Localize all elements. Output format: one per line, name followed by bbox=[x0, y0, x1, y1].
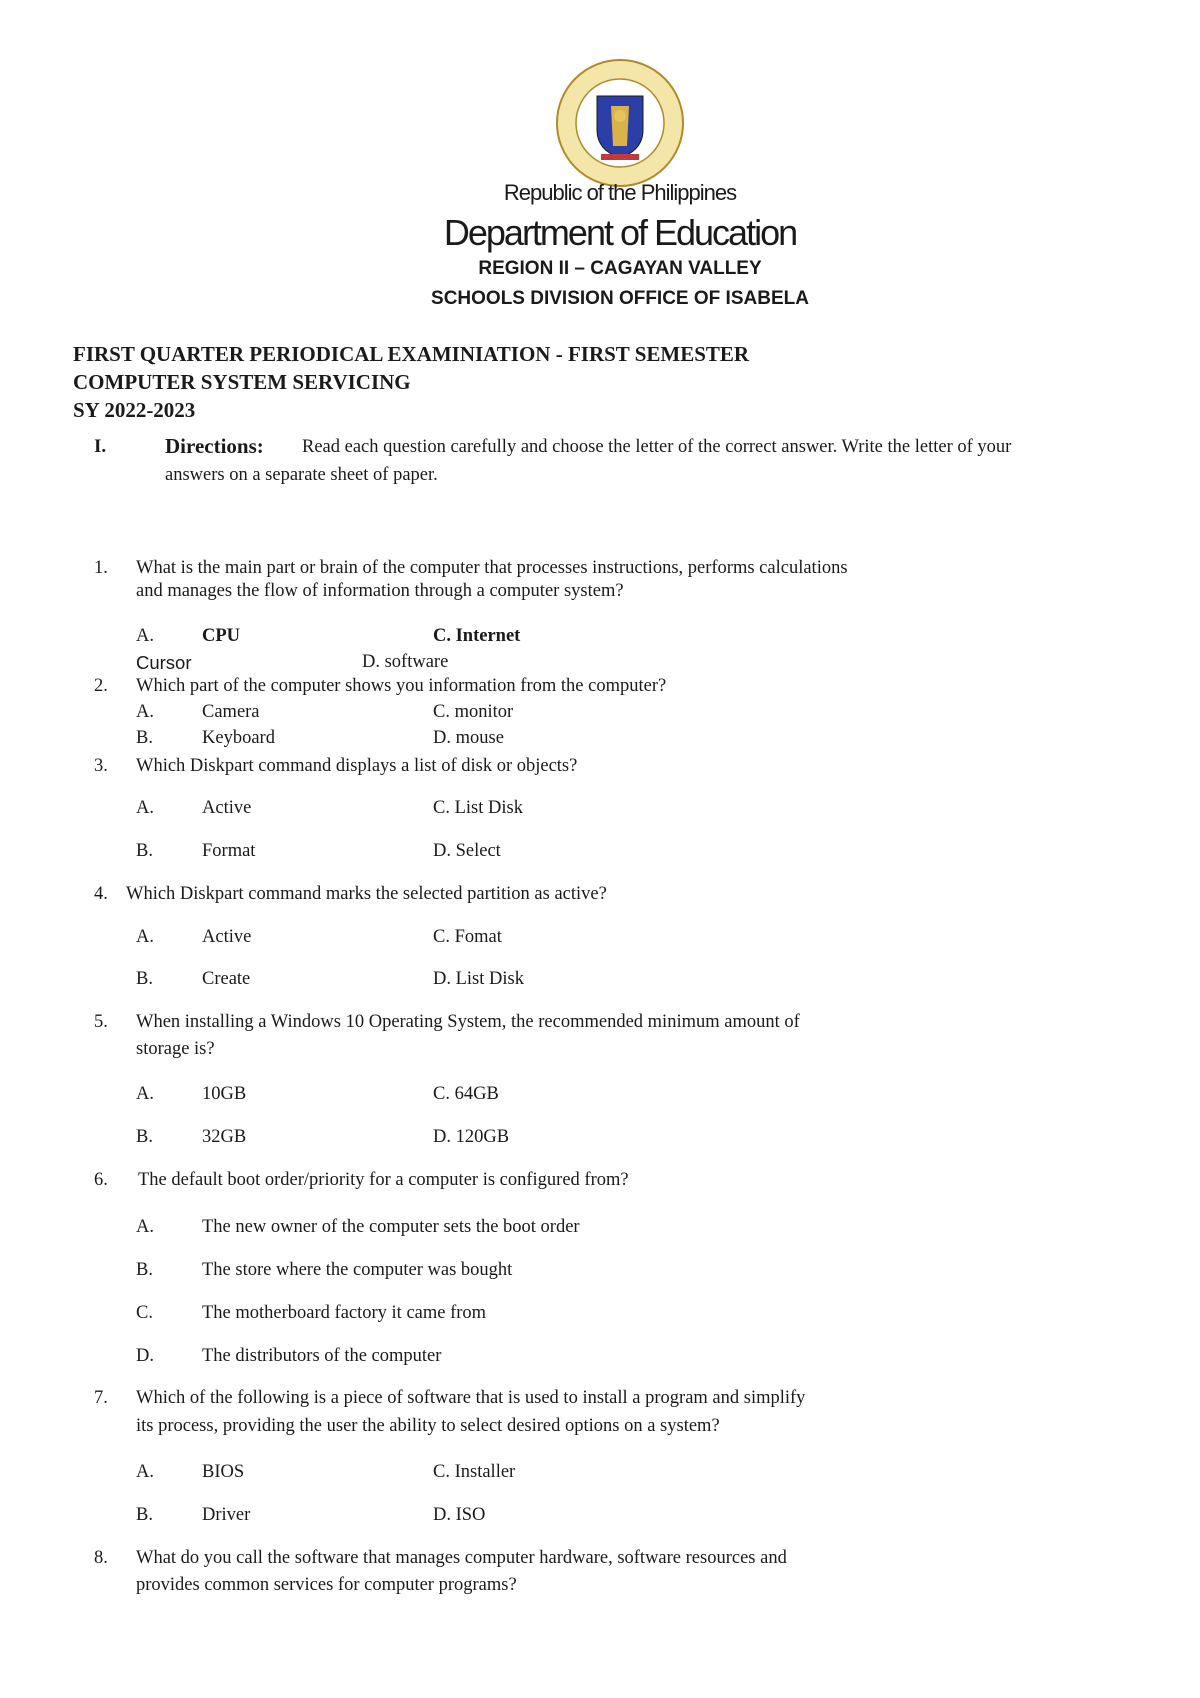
option-d: D. ISO bbox=[433, 1505, 486, 1525]
directions-numeral: I. bbox=[94, 436, 107, 457]
option-b: Cursor bbox=[136, 652, 192, 673]
question-number: 1. bbox=[94, 558, 108, 578]
republic-text: Republic of the Philippines bbox=[503, 180, 737, 205]
question-text: Which Diskpart command marks the selected partition as active? bbox=[126, 884, 607, 904]
exam-subject: COMPUTER SYSTEM SERVICING bbox=[73, 370, 411, 394]
option-d: D. 120GB bbox=[433, 1127, 510, 1147]
option-d: D. mouse bbox=[433, 728, 504, 748]
option-c: C. Internet bbox=[433, 626, 521, 646]
option-letter: D. bbox=[136, 1346, 154, 1366]
option-letter: A. bbox=[136, 626, 154, 646]
option-letter: B. bbox=[136, 841, 153, 861]
question-text: What is the main part or brain of the computer that processes instructions, performs calculations bbox=[136, 558, 848, 578]
option-letter: A. bbox=[136, 798, 154, 818]
region-text: REGION II – CAGAYAN VALLEY bbox=[478, 258, 762, 279]
question-text: When installing a Windows 10 Operating System, the recommended minimum amount of bbox=[136, 1012, 800, 1032]
option-letter: B. bbox=[136, 1127, 153, 1147]
question-number: 6. bbox=[94, 1170, 108, 1190]
option-c: C. Installer bbox=[433, 1462, 516, 1482]
option-d: D. software bbox=[362, 652, 449, 672]
directions-line-1: Read each question carefully and choose the letter of the correct answer. Write the letter of your bbox=[302, 437, 1012, 457]
school-year: SY 2022-2023 bbox=[73, 398, 196, 422]
option-a: BIOS bbox=[202, 1462, 245, 1482]
option-letter: C. bbox=[136, 1303, 153, 1323]
question-number: 3. bbox=[94, 756, 108, 776]
option-c: C. 64GB bbox=[433, 1084, 499, 1104]
question-number: 7. bbox=[94, 1388, 108, 1408]
option-letter: A. bbox=[136, 702, 154, 722]
option-letter: A. bbox=[136, 1462, 154, 1482]
option-c: C. List Disk bbox=[433, 798, 523, 818]
option-b: 32GB bbox=[202, 1127, 247, 1147]
option-a: CPU bbox=[202, 626, 241, 646]
option-a: Active bbox=[202, 798, 252, 818]
directions-label: Directions: bbox=[165, 434, 264, 458]
option-c: The motherboard factory it came from bbox=[202, 1303, 487, 1323]
option-letter: B. bbox=[136, 1260, 153, 1280]
option-b: Format bbox=[202, 841, 256, 861]
option-c: C. Fomat bbox=[433, 927, 502, 947]
department-title: Department of Education bbox=[443, 212, 797, 253]
question-text: The default boot order/priority for a computer is configured from? bbox=[138, 1170, 629, 1190]
option-letter: A. bbox=[136, 1084, 154, 1104]
option-b: Create bbox=[202, 969, 251, 989]
option-letter: B. bbox=[136, 969, 153, 989]
question-text: Which Diskpart command displays a list of disk or objects? bbox=[136, 756, 578, 776]
option-a: The new owner of the computer sets the boot order bbox=[202, 1217, 580, 1237]
question-number: 5. bbox=[94, 1012, 108, 1032]
question-number: 2. bbox=[94, 676, 108, 696]
question-text: provides common services for computer programs? bbox=[136, 1575, 517, 1595]
option-letter: A. bbox=[136, 1217, 154, 1237]
option-letter: A. bbox=[136, 927, 154, 947]
option-c: C. monitor bbox=[433, 702, 514, 722]
question-text: Which part of the computer shows you information from the computer? bbox=[136, 676, 667, 696]
option-d: The distributors of the computer bbox=[202, 1346, 442, 1366]
question-text: Which of the following is a piece of software that is used to install a program and simplify bbox=[136, 1388, 806, 1408]
option-b: Keyboard bbox=[202, 728, 275, 748]
directions-line-2: answers on a separate sheet of paper. bbox=[165, 465, 438, 485]
option-d: D. List Disk bbox=[433, 969, 524, 989]
option-a: Camera bbox=[202, 702, 260, 722]
option-letter: B. bbox=[136, 728, 153, 748]
question-text: storage is? bbox=[136, 1039, 215, 1059]
division-text: SCHOOLS DIVISION OFFICE OF ISABELA bbox=[431, 288, 809, 309]
question-text: and manages the flow of information through a computer system? bbox=[136, 581, 624, 601]
option-b: Driver bbox=[202, 1505, 251, 1525]
deped-seal-logo bbox=[555, 58, 685, 188]
option-b: The store where the computer was bought bbox=[202, 1260, 513, 1280]
option-d: D. Select bbox=[433, 841, 501, 861]
question-number: 4. bbox=[94, 884, 108, 904]
question-number: 8. bbox=[94, 1548, 108, 1568]
question-text: its process, providing the user the ability to select desired options on a system? bbox=[136, 1416, 720, 1436]
question-text: What do you call the software that manages computer hardware, software resources and bbox=[136, 1548, 787, 1568]
option-letter: B. bbox=[136, 1505, 153, 1525]
option-a: 10GB bbox=[202, 1084, 247, 1104]
exam-title: FIRST QUARTER PERIODICAL EXAMINIATION - FIRST SEMESTER bbox=[73, 342, 750, 366]
option-a: Active bbox=[202, 927, 252, 947]
